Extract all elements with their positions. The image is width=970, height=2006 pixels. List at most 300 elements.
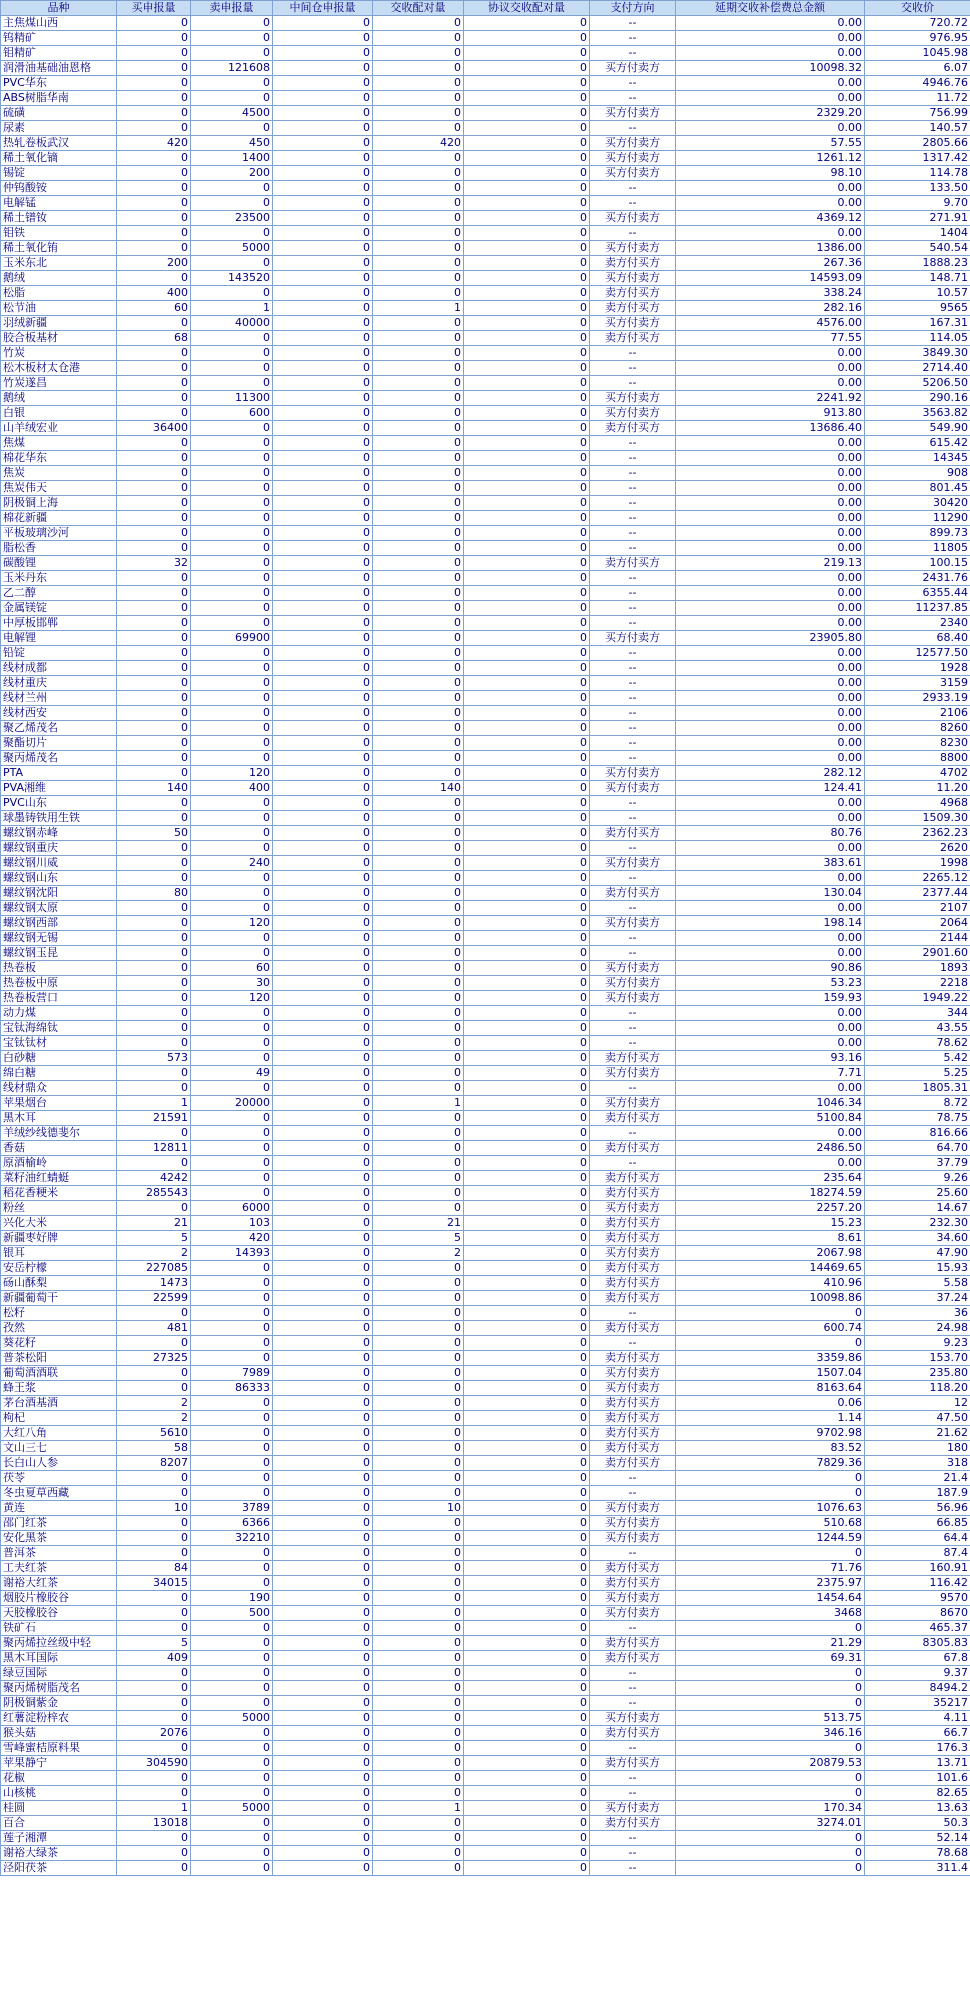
cell-intermediate-warehouse: 0 — [273, 751, 373, 766]
table-row — [1, 1081, 970, 1096]
cell-intermediate-warehouse: 0 — [273, 601, 373, 616]
cell-delivery-price: 1045.98 — [865, 46, 970, 61]
cell-delivery-matched: 0 — [373, 1186, 464, 1201]
cell-buy-declared: 0 — [117, 1156, 191, 1171]
cell-payment-direction: 卖方付买方 — [590, 1636, 676, 1651]
cell-variety: 羽绒新疆 — [1, 316, 117, 331]
table-row — [1, 226, 970, 241]
table-row — [1, 1231, 970, 1246]
cell-delivery-price: 235.80 — [865, 1366, 970, 1381]
cell-delivery-price: 465.37 — [865, 1621, 970, 1636]
cell-agreement-matched: 0 — [464, 541, 590, 556]
cell-variety: 脂松香 — [1, 541, 117, 556]
cell-payment-direction: 买方付卖方 — [590, 136, 676, 151]
cell-compensation-total: 0 — [676, 1681, 865, 1696]
cell-delivery-matched: 0 — [373, 1006, 464, 1021]
cell-sell-declared: 0 — [191, 1351, 273, 1366]
cell-intermediate-warehouse: 0 — [273, 271, 373, 286]
cell-compensation-total: 0 — [676, 1621, 865, 1636]
cell-payment-direction: 买方付卖方 — [590, 961, 676, 976]
cell-agreement-matched: 0 — [464, 901, 590, 916]
col-header-agreement-matched: 协议交收配对量 — [464, 1, 590, 16]
col-header-payment-direction: 支付方向 — [590, 1, 676, 16]
cell-buy-declared: 0 — [117, 496, 191, 511]
cell-intermediate-warehouse: 0 — [273, 586, 373, 601]
cell-compensation-total: 14469.65 — [676, 1261, 865, 1276]
cell-intermediate-warehouse: 0 — [273, 241, 373, 256]
cell-payment-direction: -- — [590, 1546, 676, 1561]
cell-buy-declared: 5 — [117, 1636, 191, 1651]
cell-sell-declared: 0 — [191, 331, 273, 346]
cell-sell-declared: 143520 — [191, 271, 273, 286]
cell-delivery-matched: 0 — [373, 1546, 464, 1561]
cell-intermediate-warehouse: 0 — [273, 886, 373, 901]
cell-agreement-matched: 0 — [464, 1546, 590, 1561]
cell-buy-declared: 420 — [117, 136, 191, 151]
cell-delivery-price: 56.96 — [865, 1501, 970, 1516]
cell-buy-declared: 0 — [117, 1606, 191, 1621]
cell-intermediate-warehouse: 0 — [273, 1726, 373, 1741]
cell-delivery-matched: 0 — [373, 946, 464, 961]
cell-sell-declared: 0 — [191, 421, 273, 436]
cell-agreement-matched: 0 — [464, 1591, 590, 1606]
cell-payment-direction: 卖方付买方 — [590, 1576, 676, 1591]
cell-intermediate-warehouse: 0 — [273, 1756, 373, 1771]
table-row — [1, 1696, 970, 1711]
cell-compensation-total: 8.61 — [676, 1231, 865, 1246]
cell-sell-declared: 3789 — [191, 1501, 273, 1516]
cell-delivery-price: 1805.31 — [865, 1081, 970, 1096]
cell-delivery-matched: 0 — [373, 1846, 464, 1861]
cell-compensation-total: 10098.32 — [676, 61, 865, 76]
cell-sell-declared: 0 — [191, 661, 273, 676]
cell-delivery-matched: 0 — [373, 541, 464, 556]
cell-sell-declared: 0 — [191, 1771, 273, 1786]
cell-variety: 砀山酥梨 — [1, 1276, 117, 1291]
cell-intermediate-warehouse: 0 — [273, 256, 373, 271]
cell-sell-declared: 0 — [191, 1141, 273, 1156]
cell-sell-declared: 0 — [191, 1486, 273, 1501]
cell-payment-direction: -- — [590, 1006, 676, 1021]
cell-delivery-matched: 0 — [373, 166, 464, 181]
cell-intermediate-warehouse: 0 — [273, 571, 373, 586]
cell-delivery-price: 140.57 — [865, 121, 970, 136]
cell-intermediate-warehouse: 0 — [273, 46, 373, 61]
cell-intermediate-warehouse: 0 — [273, 856, 373, 871]
cell-buy-declared: 0 — [117, 976, 191, 991]
table-row — [1, 1561, 970, 1576]
cell-delivery-matched: 0 — [373, 1156, 464, 1171]
cell-agreement-matched: 0 — [464, 406, 590, 421]
cell-delivery-matched: 0 — [373, 916, 464, 931]
cell-buy-declared: 0 — [117, 1366, 191, 1381]
cell-variety: 苹果静宁 — [1, 1756, 117, 1771]
cell-compensation-total: 83.52 — [676, 1441, 865, 1456]
cell-buy-declared: 0 — [117, 346, 191, 361]
cell-payment-direction: -- — [590, 481, 676, 496]
cell-variety: 猴头菇 — [1, 1726, 117, 1741]
cell-compensation-total: 90.86 — [676, 961, 865, 976]
cell-delivery-price: 12577.50 — [865, 646, 970, 661]
cell-payment-direction: -- — [590, 1486, 676, 1501]
cell-agreement-matched: 0 — [464, 1366, 590, 1381]
cell-payment-direction: -- — [590, 1771, 676, 1786]
cell-payment-direction: -- — [590, 1621, 676, 1636]
cell-variety: 松节油 — [1, 301, 117, 316]
cell-sell-declared: 0 — [191, 1261, 273, 1276]
cell-buy-declared: 58 — [117, 1441, 191, 1456]
cell-compensation-total: 0.00 — [676, 436, 865, 451]
cell-compensation-total: 0.00 — [676, 181, 865, 196]
cell-compensation-total: 0.00 — [676, 361, 865, 376]
cell-compensation-total: 0 — [676, 1831, 865, 1846]
table-row — [1, 1201, 970, 1216]
cell-delivery-price: 47.50 — [865, 1411, 970, 1426]
cell-sell-declared: 0 — [191, 1396, 273, 1411]
cell-agreement-matched: 0 — [464, 1321, 590, 1336]
cell-delivery-price: 318 — [865, 1456, 970, 1471]
cell-variety: 蜂王浆 — [1, 1381, 117, 1396]
cell-payment-direction: 卖方付买方 — [590, 1051, 676, 1066]
table-row — [1, 856, 970, 871]
cell-compensation-total: 0.00 — [676, 1126, 865, 1141]
cell-delivery-matched: 0 — [373, 1201, 464, 1216]
cell-agreement-matched: 0 — [464, 661, 590, 676]
cell-delivery-matched: 1 — [373, 301, 464, 316]
cell-delivery-matched: 0 — [373, 1771, 464, 1786]
cell-buy-declared: 0 — [117, 871, 191, 886]
cell-payment-direction: 买方付卖方 — [590, 211, 676, 226]
table-row — [1, 91, 970, 106]
cell-buy-declared: 0 — [117, 46, 191, 61]
cell-buy-declared: 60 — [117, 301, 191, 316]
cell-agreement-matched: 0 — [464, 1006, 590, 1021]
cell-delivery-price: 13.71 — [865, 1756, 970, 1771]
cell-sell-declared: 0 — [191, 1111, 273, 1126]
cell-payment-direction: 卖方付买方 — [590, 421, 676, 436]
cell-variety: 桂圆 — [1, 1801, 117, 1816]
table-row — [1, 286, 970, 301]
cell-sell-declared: 0 — [191, 256, 273, 271]
cell-delivery-price: 36 — [865, 1306, 970, 1321]
cell-intermediate-warehouse: 0 — [273, 736, 373, 751]
cell-sell-declared: 0 — [191, 346, 273, 361]
cell-payment-direction: 卖方付买方 — [590, 301, 676, 316]
cell-buy-declared: 0 — [117, 361, 191, 376]
cell-compensation-total: 235.64 — [676, 1171, 865, 1186]
cell-payment-direction: 卖方付买方 — [590, 1411, 676, 1426]
cell-intermediate-warehouse: 0 — [273, 1606, 373, 1621]
cell-variety: 谢裕大红茶 — [1, 1576, 117, 1591]
cell-buy-declared: 0 — [117, 91, 191, 106]
cell-variety: 文山三七 — [1, 1441, 117, 1456]
cell-compensation-total: 0.00 — [676, 661, 865, 676]
cell-buy-declared: 140 — [117, 781, 191, 796]
cell-variety: 百合 — [1, 1816, 117, 1831]
cell-intermediate-warehouse: 0 — [273, 361, 373, 376]
cell-delivery-matched: 0 — [373, 1831, 464, 1846]
cell-intermediate-warehouse: 0 — [273, 1396, 373, 1411]
cell-compensation-total: 7.71 — [676, 1066, 865, 1081]
cell-sell-declared: 0 — [191, 1726, 273, 1741]
cell-intermediate-warehouse: 0 — [273, 811, 373, 826]
cell-sell-declared: 400 — [191, 781, 273, 796]
cell-delivery-price: 549.90 — [865, 421, 970, 436]
cell-variety: 香菇 — [1, 1141, 117, 1156]
cell-variety: 工夫红茶 — [1, 1561, 117, 1576]
cell-payment-direction: -- — [590, 1036, 676, 1051]
cell-delivery-matched: 0 — [373, 976, 464, 991]
cell-sell-declared: 60 — [191, 961, 273, 976]
cell-delivery-price: 6355.44 — [865, 586, 970, 601]
cell-intermediate-warehouse: 0 — [273, 901, 373, 916]
table-body — [1, 16, 970, 1876]
cell-compensation-total: 0.00 — [676, 496, 865, 511]
cell-sell-declared: 0 — [191, 1126, 273, 1141]
cell-agreement-matched: 0 — [464, 556, 590, 571]
cell-delivery-matched: 0 — [373, 511, 464, 526]
cell-compensation-total: 93.16 — [676, 1051, 865, 1066]
cell-delivery-price: 101.6 — [865, 1771, 970, 1786]
cell-delivery-price: 1928 — [865, 661, 970, 676]
cell-variety: 仲钨酸铵 — [1, 181, 117, 196]
cell-compensation-total: 0.00 — [676, 646, 865, 661]
table-row — [1, 1591, 970, 1606]
cell-compensation-total: 0.00 — [676, 676, 865, 691]
cell-sell-declared: 14393 — [191, 1246, 273, 1261]
cell-variety: 新疆枣好牌 — [1, 1231, 117, 1246]
cell-delivery-matched: 0 — [373, 691, 464, 706]
table-row — [1, 1666, 970, 1681]
cell-variety: 山羊绒宏业 — [1, 421, 117, 436]
col-header-variety: 品种 — [1, 1, 117, 16]
cell-agreement-matched: 0 — [464, 1111, 590, 1126]
cell-agreement-matched: 0 — [464, 1141, 590, 1156]
cell-sell-declared: 121608 — [191, 61, 273, 76]
cell-agreement-matched: 0 — [464, 451, 590, 466]
table-row — [1, 1051, 970, 1066]
cell-buy-declared: 481 — [117, 1321, 191, 1336]
cell-delivery-matched: 0 — [373, 1291, 464, 1306]
cell-sell-declared: 0 — [191, 616, 273, 631]
cell-payment-direction: 卖方付买方 — [590, 1141, 676, 1156]
table-row — [1, 136, 970, 151]
cell-payment-direction: 卖方付买方 — [590, 1816, 676, 1831]
cell-agreement-matched: 0 — [464, 166, 590, 181]
cell-payment-direction: 卖方付买方 — [590, 1351, 676, 1366]
cell-variety: 安岳柠檬 — [1, 1261, 117, 1276]
cell-agreement-matched: 0 — [464, 1786, 590, 1801]
cell-agreement-matched: 0 — [464, 376, 590, 391]
cell-intermediate-warehouse: 0 — [273, 1651, 373, 1666]
table-row — [1, 391, 970, 406]
cell-payment-direction: -- — [590, 676, 676, 691]
cell-variety: 新疆葡萄干 — [1, 1291, 117, 1306]
cell-compensation-total: 282.12 — [676, 766, 865, 781]
cell-sell-declared: 0 — [191, 706, 273, 721]
cell-buy-declared: 0 — [117, 1696, 191, 1711]
cell-compensation-total: 0.00 — [676, 691, 865, 706]
table-row — [1, 871, 970, 886]
cell-buy-declared: 400 — [117, 286, 191, 301]
cell-delivery-price: 2620 — [865, 841, 970, 856]
cell-agreement-matched: 0 — [464, 1771, 590, 1786]
cell-agreement-matched: 0 — [464, 1861, 590, 1876]
cell-payment-direction: 买方付卖方 — [590, 1201, 676, 1216]
cell-compensation-total: 0.00 — [676, 376, 865, 391]
cell-payment-direction: -- — [590, 226, 676, 241]
cell-delivery-matched: 0 — [373, 196, 464, 211]
cell-variety: 线材西安 — [1, 706, 117, 721]
cell-intermediate-warehouse: 0 — [273, 1276, 373, 1291]
cell-agreement-matched: 0 — [464, 1396, 590, 1411]
cell-sell-declared: 0 — [191, 1456, 273, 1471]
cell-buy-declared: 0 — [117, 526, 191, 541]
cell-delivery-matched: 140 — [373, 781, 464, 796]
cell-payment-direction: -- — [590, 1471, 676, 1486]
cell-delivery-price: 82.65 — [865, 1786, 970, 1801]
cell-intermediate-warehouse: 0 — [273, 436, 373, 451]
cell-sell-declared: 1400 — [191, 151, 273, 166]
cell-payment-direction: -- — [590, 91, 676, 106]
cell-delivery-price: 64.4 — [865, 1531, 970, 1546]
cell-delivery-matched: 0 — [373, 286, 464, 301]
table-row — [1, 646, 970, 661]
cell-compensation-total: 0 — [676, 1336, 865, 1351]
cell-agreement-matched: 0 — [464, 1441, 590, 1456]
cell-buy-declared: 0 — [117, 751, 191, 766]
cell-sell-declared: 0 — [191, 1636, 273, 1651]
table-row — [1, 1126, 970, 1141]
cell-compensation-total: 1076.63 — [676, 1501, 865, 1516]
table-row — [1, 181, 970, 196]
cell-intermediate-warehouse: 0 — [273, 841, 373, 856]
cell-agreement-matched: 0 — [464, 1816, 590, 1831]
cell-buy-declared: 5 — [117, 1231, 191, 1246]
table-row — [1, 1036, 970, 1051]
cell-payment-direction: -- — [590, 706, 676, 721]
cell-variety: 钨精矿 — [1, 31, 117, 46]
cell-delivery-matched: 0 — [373, 751, 464, 766]
cell-agreement-matched: 0 — [464, 991, 590, 1006]
cell-variety: 铅锭 — [1, 646, 117, 661]
cell-sell-declared: 0 — [191, 571, 273, 586]
cell-intermediate-warehouse: 0 — [273, 1141, 373, 1156]
cell-variety: 螺纹钢沈阳 — [1, 886, 117, 901]
cell-delivery-price: 30420 — [865, 496, 970, 511]
cell-agreement-matched: 0 — [464, 1696, 590, 1711]
cell-sell-declared: 5000 — [191, 1801, 273, 1816]
cell-intermediate-warehouse: 0 — [273, 406, 373, 421]
cell-agreement-matched: 0 — [464, 496, 590, 511]
cell-agreement-matched: 0 — [464, 1126, 590, 1141]
cell-delivery-price: 66.7 — [865, 1726, 970, 1741]
cell-buy-declared: 0 — [117, 646, 191, 661]
cell-delivery-matched: 0 — [373, 1171, 464, 1186]
cell-agreement-matched: 0 — [464, 1336, 590, 1351]
cell-payment-direction: -- — [590, 1306, 676, 1321]
cell-intermediate-warehouse: 0 — [273, 1741, 373, 1756]
cell-sell-declared: 0 — [191, 451, 273, 466]
cell-delivery-matched: 420 — [373, 136, 464, 151]
cell-variety: 热卷板 — [1, 961, 117, 976]
cell-payment-direction: 买方付卖方 — [590, 1801, 676, 1816]
cell-delivery-price: 10.57 — [865, 286, 970, 301]
cell-variety: 聚乙烯茂名 — [1, 721, 117, 736]
cell-variety: 稀土镨钕 — [1, 211, 117, 226]
cell-delivery-matched: 0 — [373, 1786, 464, 1801]
cell-sell-declared: 0 — [191, 361, 273, 376]
table-row — [1, 46, 970, 61]
cell-compensation-total: 0.00 — [676, 721, 865, 736]
cell-agreement-matched: 0 — [464, 706, 590, 721]
cell-intermediate-warehouse: 0 — [273, 1201, 373, 1216]
cell-delivery-price: 153.70 — [865, 1351, 970, 1366]
cell-payment-direction: 买方付卖方 — [590, 1711, 676, 1726]
cell-delivery-matched: 0 — [373, 46, 464, 61]
cell-payment-direction: 卖方付买方 — [590, 1186, 676, 1201]
cell-delivery-price: 344 — [865, 1006, 970, 1021]
cell-delivery-matched: 0 — [373, 1486, 464, 1501]
cell-intermediate-warehouse: 0 — [273, 1456, 373, 1471]
cell-variety: 雪峰蜜桔原料果 — [1, 1741, 117, 1756]
cell-delivery-price: 540.54 — [865, 241, 970, 256]
cell-delivery-matched: 0 — [373, 1816, 464, 1831]
cell-compensation-total: 0 — [676, 1741, 865, 1756]
cell-variety: 兴化大米 — [1, 1216, 117, 1231]
cell-agreement-matched: 0 — [464, 781, 590, 796]
cell-delivery-matched: 0 — [373, 586, 464, 601]
cell-variety: 动力煤 — [1, 1006, 117, 1021]
cell-variety: 山核桃 — [1, 1786, 117, 1801]
cell-intermediate-warehouse: 0 — [273, 991, 373, 1006]
cell-buy-declared: 0 — [117, 16, 191, 31]
cell-delivery-price: 232.30 — [865, 1216, 970, 1231]
cell-buy-declared: 0 — [117, 391, 191, 406]
cell-intermediate-warehouse: 0 — [273, 1306, 373, 1321]
cell-variety: 线材成都 — [1, 661, 117, 676]
cell-payment-direction: 卖方付买方 — [590, 886, 676, 901]
cell-payment-direction: 买方付卖方 — [590, 1066, 676, 1081]
cell-compensation-total: 0 — [676, 1666, 865, 1681]
cell-agreement-matched: 0 — [464, 1306, 590, 1321]
cell-intermediate-warehouse: 0 — [273, 1711, 373, 1726]
cell-variety: 枸杞 — [1, 1411, 117, 1426]
cell-delivery-matched: 0 — [373, 1396, 464, 1411]
cell-delivery-matched: 0 — [373, 1126, 464, 1141]
cell-delivery-matched: 0 — [373, 1711, 464, 1726]
cell-buy-declared: 0 — [117, 511, 191, 526]
table-row — [1, 1156, 970, 1171]
table-row — [1, 271, 970, 286]
cell-variety: 螺纹钢山东 — [1, 871, 117, 886]
cell-intermediate-warehouse: 0 — [273, 1366, 373, 1381]
cell-agreement-matched: 0 — [464, 1216, 590, 1231]
cell-payment-direction: 卖方付买方 — [590, 286, 676, 301]
cell-variety: 聚酯切片 — [1, 736, 117, 751]
table-row — [1, 1246, 970, 1261]
cell-delivery-price: 14345 — [865, 451, 970, 466]
cell-delivery-matched: 0 — [373, 211, 464, 226]
cell-variety: 锡锭 — [1, 166, 117, 181]
cell-intermediate-warehouse: 0 — [273, 1471, 373, 1486]
cell-compensation-total: 0.00 — [676, 196, 865, 211]
cell-agreement-matched: 0 — [464, 1096, 590, 1111]
cell-delivery-price: 908 — [865, 466, 970, 481]
cell-payment-direction: -- — [590, 811, 676, 826]
cell-delivery-price: 187.9 — [865, 1486, 970, 1501]
cell-compensation-total: 0 — [676, 1546, 865, 1561]
